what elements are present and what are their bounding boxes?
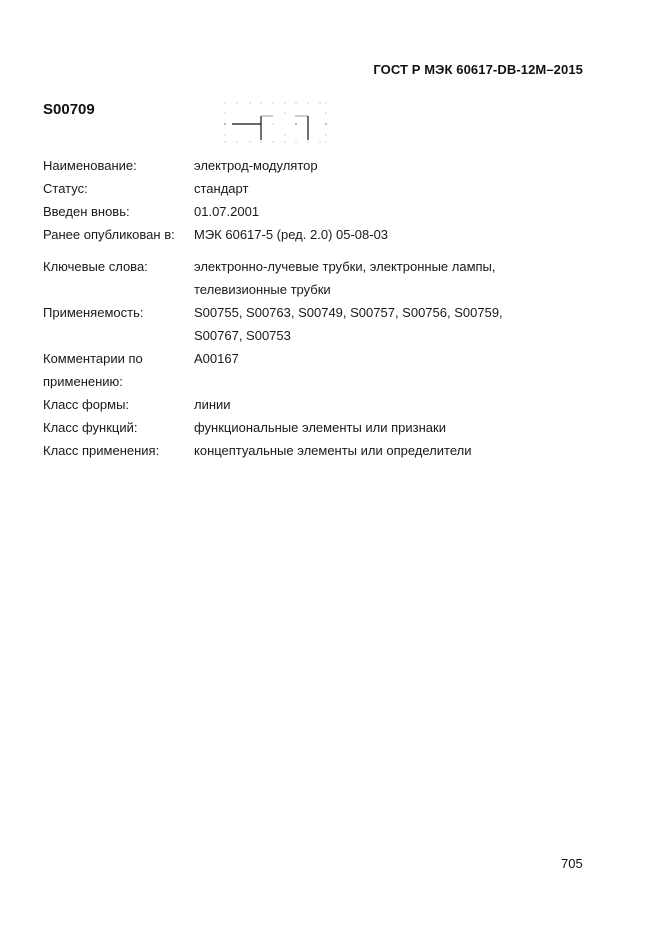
field-value: электрод-модулятор xyxy=(194,158,318,173)
field-value xyxy=(194,301,563,347)
field-application-notes xyxy=(43,347,563,393)
field-keywords xyxy=(43,255,563,301)
field-value: линии xyxy=(194,397,231,412)
field-function-class xyxy=(43,416,563,439)
value-line: S00767, S00753 xyxy=(194,328,291,343)
field-value: 01.07.2001 xyxy=(194,204,260,219)
field-label: Статус: xyxy=(43,181,88,196)
field-name xyxy=(43,154,563,177)
symbol-attributes xyxy=(43,154,563,462)
field-label: Ключевые слова: xyxy=(43,259,148,274)
label-line: Комментарии по xyxy=(43,351,143,366)
field-label: Класс формы: xyxy=(43,397,130,412)
value-line: телевизионные трубки xyxy=(194,282,331,297)
field-label: Наименование: xyxy=(43,158,137,173)
page-number: 705 xyxy=(561,856,583,871)
standard-header: ГОСТ Р МЭК 60617-DB-12M–2015 xyxy=(373,62,583,77)
field-label xyxy=(43,347,194,393)
value-line: S00755, S00763, S00749, S00757, S00756, S00759, xyxy=(194,305,503,320)
field-value: функциональные элементы или признаки xyxy=(194,420,446,435)
field-value: A00167 xyxy=(194,351,239,366)
symbol-code: S00709 xyxy=(43,101,95,118)
field-label: Применяемость: xyxy=(43,305,144,320)
field-status xyxy=(43,177,563,200)
field-previously-published xyxy=(43,223,563,246)
field-applicability xyxy=(43,301,563,347)
field-value: концептуальные элементы или определители xyxy=(194,443,472,458)
field-shape-class xyxy=(43,393,563,416)
field-value: стандарт xyxy=(194,181,249,196)
field-application-class xyxy=(43,439,563,462)
label-line: применению: xyxy=(43,374,123,389)
field-value: МЭК 60617-5 (ред. 2.0) 05-08-03 xyxy=(194,227,389,242)
field-label: Класс функций: xyxy=(43,420,138,435)
electrode-modulator-symbol-icon xyxy=(222,100,332,146)
field-introduced xyxy=(43,200,563,223)
field-label: Ранее опубликован в: xyxy=(43,227,175,242)
field-value xyxy=(194,255,563,301)
value-line: электронно-лучевые трубки, электронные лампы, xyxy=(194,259,496,274)
field-label: Класс применения: xyxy=(43,443,160,458)
field-label: Введен вновь: xyxy=(43,204,130,219)
